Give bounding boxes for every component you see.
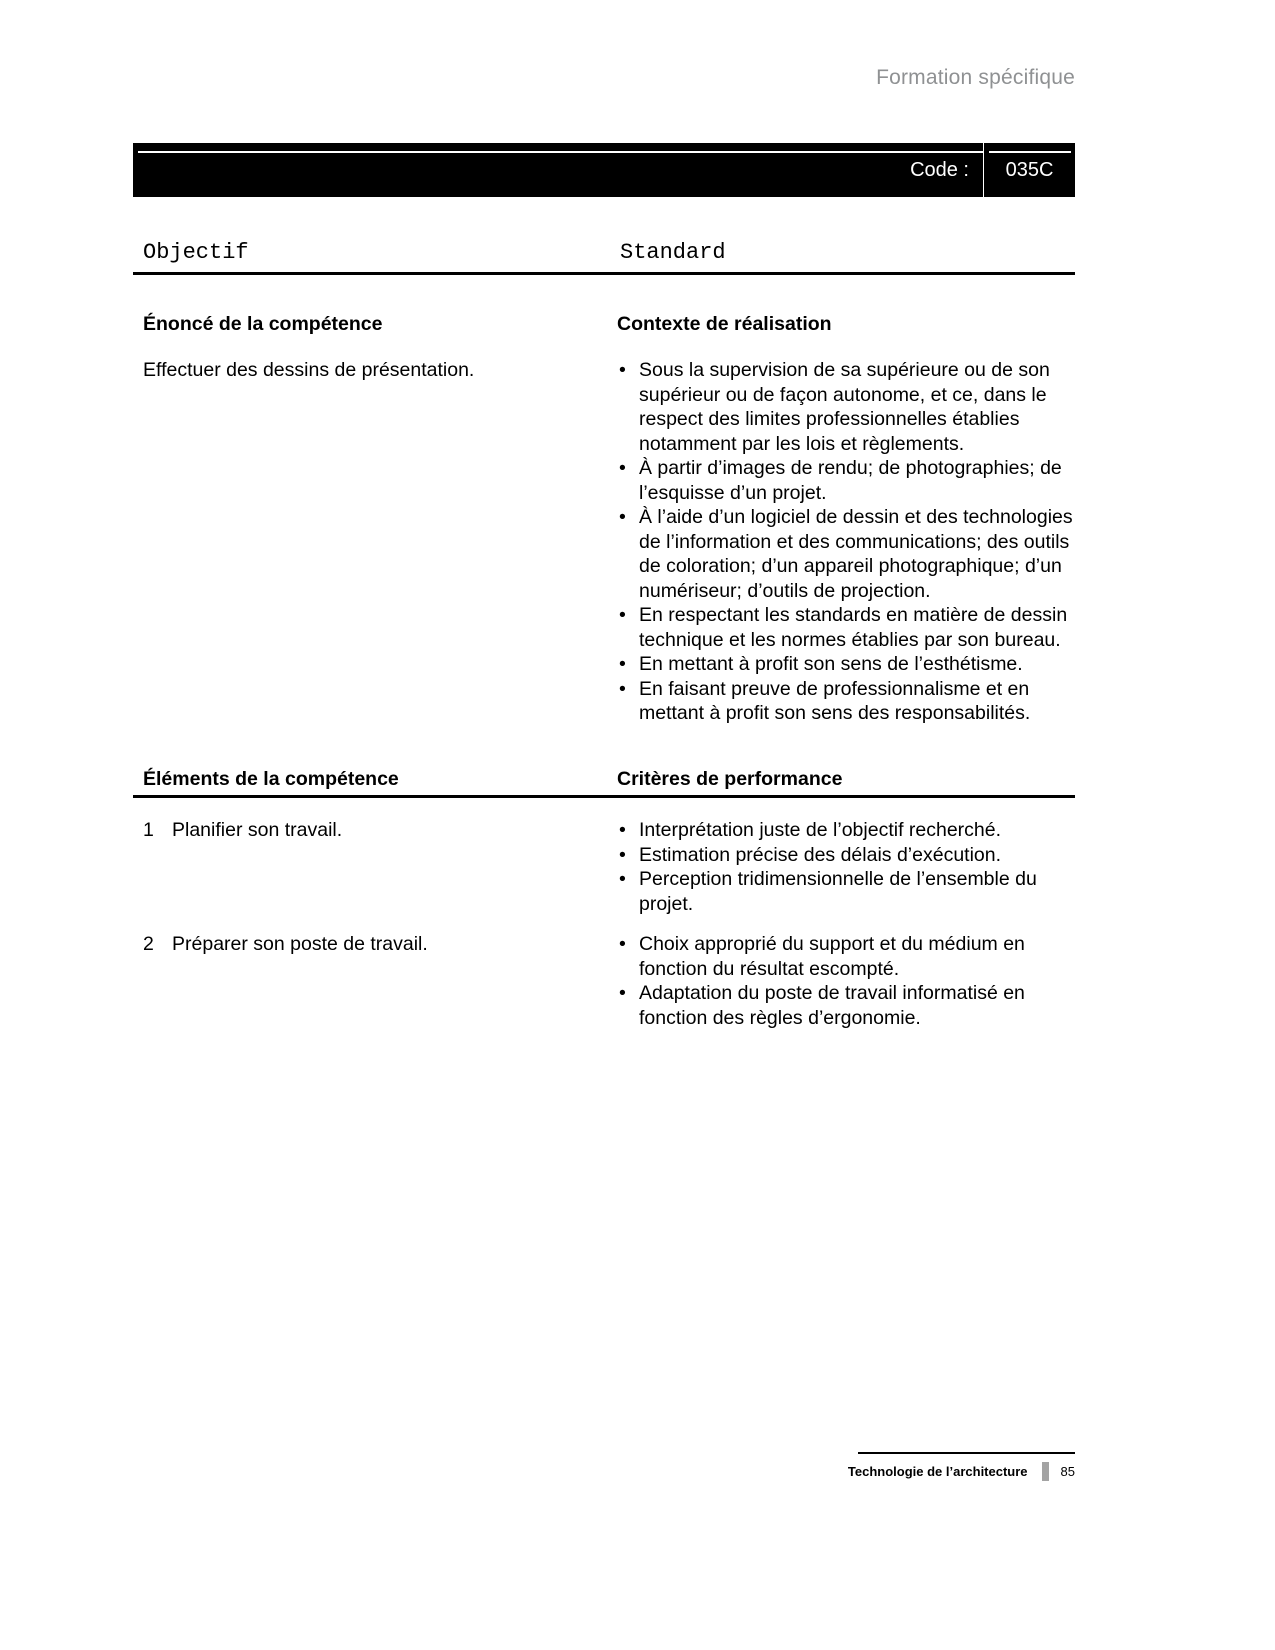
standard-heading: Standard — [620, 240, 726, 265]
enonce-text: Effectuer des dessins de présentation. — [143, 359, 475, 381]
enonce-column — [143, 312, 483, 726]
elements-title: Éléments de la compétence — [143, 768, 399, 790]
footer-document-label: Technologie de l’architecture — [847, 1463, 1028, 1479]
elements-divider — [133, 795, 1075, 798]
criteres-title: Critères de performance — [617, 768, 843, 790]
code-label: Code : — [910, 158, 969, 181]
bullet-item: • Choix approprié du support et du médium en fonction du résultat escompté. — [617, 932, 1075, 981]
enonce-title: Énoncé de la compétence — [143, 313, 383, 335]
objectif-heading: Objectif — [143, 240, 249, 265]
bullet-item: • Sous la supervision de sa supérieure ou de son supérieur ou de façon autonome, et ce, dans le respect des limites professionnelles établies notamment par les lois et règlements. — [617, 358, 1075, 456]
element-text: Planifier son travail. — [172, 819, 343, 841]
footer — [848, 1458, 1075, 1484]
element-text: Préparer son poste de travail. — [172, 933, 428, 955]
bar-highlight-line — [138, 151, 983, 153]
header-divider — [133, 272, 1075, 275]
bullet-item: • À partir d’images de rendu; de photographies; de l’esquisse d’un projet. — [617, 456, 1075, 505]
bullet-item: • Perception tridimensionnelle de l’ensemble du projet. — [617, 867, 1075, 916]
bullet-item: • Adaptation du poste de travail informatisé en fonction des règles d’ergonomie. — [617, 981, 1075, 1030]
footer-page-number: 85 — [1060, 1463, 1075, 1479]
code-value: 035C — [983, 143, 1075, 197]
bar-highlight-line-right — [989, 151, 1071, 153]
bullet-item: • En respectant les standards en matière de dessin technique et les normes établies par son bureau. — [617, 603, 1075, 652]
criteres-list-2 — [617, 932, 1075, 1030]
element-label-2 — [143, 932, 483, 1030]
code-bar — [133, 143, 1075, 197]
element-number: 2 — [143, 933, 154, 955]
bullet-item: • En mettant à profit son sens de l’esthétisme. — [617, 652, 1075, 677]
element-number: 1 — [143, 819, 154, 841]
bullet-item: • À l’aide d’un logiciel de dessin et des technologies de l’information et des communications; des outils de coloration; d’un appareil photographique; d’un numériseur; d’outils de projection. — [617, 505, 1075, 603]
footer-divider — [858, 1452, 1075, 1454]
competence-section — [143, 312, 1075, 726]
criteres-list-1 — [617, 818, 1075, 916]
contexte-list — [617, 358, 1075, 726]
bullet-item: • Estimation précise des délais d’exécution. — [617, 843, 1075, 868]
element-label-1 — [143, 818, 483, 916]
contexte-column — [617, 312, 1075, 726]
footer-separator-bar — [1042, 1462, 1049, 1481]
elements-header — [143, 767, 1075, 791]
running-header: Formation spécifique — [876, 66, 1075, 89]
bullet-item: • En faisant preuve de professionnalisme et en mettant à profit son sens des responsabilités. — [617, 677, 1075, 726]
contexte-title: Contexte de réalisation — [617, 313, 832, 335]
objective-standard-header — [133, 240, 1075, 270]
element-row — [143, 818, 1075, 916]
bullet-item: • Interprétation juste de l’objectif recherché. — [617, 818, 1075, 843]
element-row — [143, 932, 1075, 1030]
